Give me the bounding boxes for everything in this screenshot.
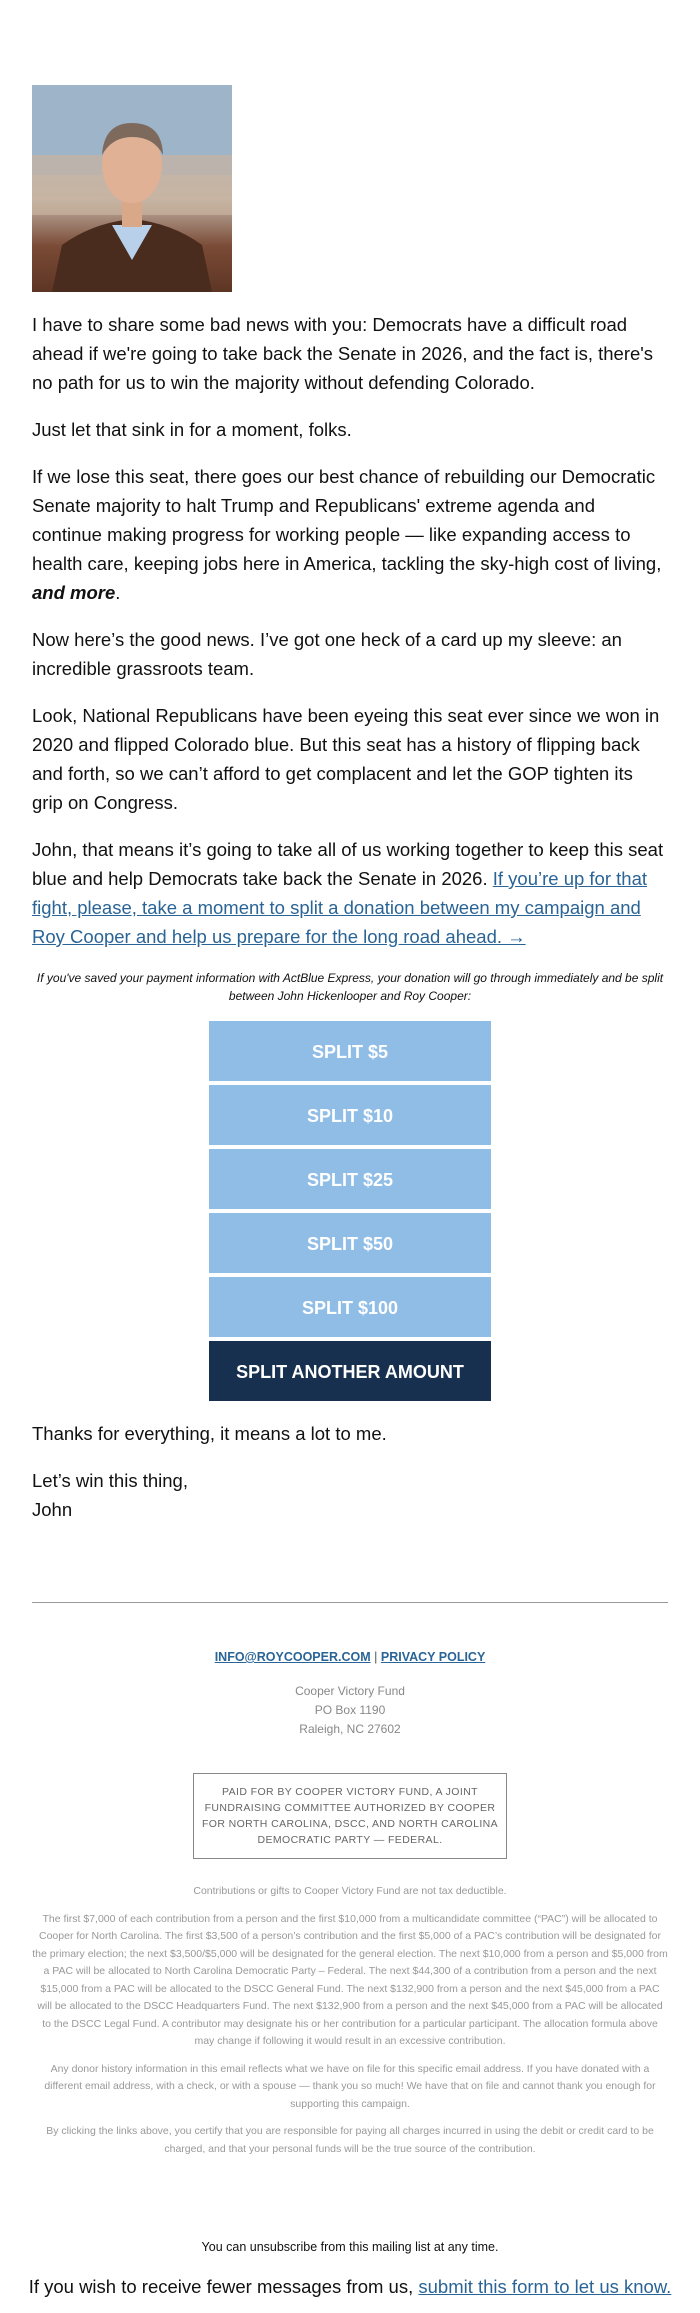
split-100-button[interactable]: SPLIT $100 — [209, 1277, 491, 1337]
privacy-policy-link[interactable]: PRIVACY POLICY — [380, 1650, 486, 1664]
thanks-line: Thanks for everything, it means a lot to me. — [32, 1423, 387, 1444]
split-donation-link[interactable]: If you’re up for that fight, please, take a moment to split a donation between my campaign and Roy Cooper and help us prepare for the long road ahead. → — [32, 868, 648, 947]
address-line: Cooper Victory Fund — [295, 1684, 405, 1698]
paragraph-lose-seat-text: If we lose this seat, there goes our best chance of rebuilding our Democratic Senate majority to halt Trump and Republicans' extreme agenda and continue making progress for working people — like expanding access to health care, keeping jobs here in America, tackling the sky-high cost of living, — [32, 466, 662, 574]
fewer-messages-line — [0, 2276, 700, 2298]
mailing-address — [32, 1682, 668, 1739]
fewer-messages-form-link[interactable]: submit this form to let us know. — [418, 2276, 672, 2297]
split-10-button[interactable]: SPLIT $10 — [209, 1085, 491, 1145]
paragraph-lose-seat — [32, 462, 668, 607]
fewer-messages-text: If you wish to receive fewer messages from us, — [28, 2276, 419, 2297]
email-body — [32, 85, 668, 1524]
split-50-button[interactable]: SPLIT $50 — [209, 1213, 491, 1273]
address-line: Raleigh, NC 27602 — [299, 1722, 401, 1736]
tax-deductible-note: Contributions or gifts to Cooper Victory Fund are not tax deductible. — [193, 1885, 507, 1897]
allocation-disclaimer: The first $7,000 of each contribution from a person and the first $10,000 from a multicandidate committee (“PAC”) will be allocated to Cooper for North Carolina. The first $3,500 of a person’s contribution and the first $5,000 of a PAC’s contribution will be designated for the primary election; the next $3,500/$5,000 will be designated for the general election. The next $10,000 from a person and $5,000 from a PAC will be allocated to North Carolina Democratic Party – Federal. The next $44,300 of a contribution from a person and the next $15,000 from a PAC will be allocated to the DSCC General Fund. The next $132,900 from a person and the next $45,000 from a PAC will be allocated to the DSCC Headquarters Fund. The next $132,900 from a person and the next $45,000 from a PAC will be allocated to the DSCC Legal Fund. A contributor may designate his or her contribution for a particular participant. The allocation formula above may change if following it would result in an excessive contribution. — [32, 1912, 668, 2047]
paragraph-cta-text: John, that means it’s going to take all of us working together to keep this seat blue and help Democrats take back the Senate in 2026. — [32, 839, 664, 889]
actblue-express-note: If you've saved your payment information with ActBlue Express, your donation will go through immediately and be split between John Hickenlooper and Roy Cooper: — [36, 971, 664, 1003]
paragraph-good-news: Now here’s the good news. I’ve got one heck of a card up my sleeve: an incredible grassroots team. — [32, 629, 622, 679]
paragraph-sink-in: Just let that sink in for a moment, folks. — [32, 419, 352, 440]
split-25-button[interactable]: SPLIT $25 — [209, 1149, 491, 1209]
and-more-emphasis: and more — [32, 582, 116, 603]
footer — [32, 1650, 668, 2168]
email-link[interactable]: INFO@ROYCOOPER.COM — [214, 1650, 371, 1664]
footer-divider — [32, 1602, 668, 1603]
paragraph-bad-news: I have to share some bad news with you: Democrats have a difficult road ahead if we're going to take back the Senate in 2026, and the fact is, there's no path for us to win the majority without defending Colorado. — [32, 314, 654, 393]
donation-buttons — [209, 1021, 491, 1401]
paid-for-disclaimer: PAID FOR BY COOPER VICTORY FUND, A JOINT FUNDRAISING COMMITTEE AUTHORIZED BY COOPER FOR NORTH CAROLINA, DSCC, AND NORTH CAROLINA DEMOCRATIC PARTY — FEDERAL. — [193, 1773, 507, 1859]
donor-history-note: Any donor history information in this email reflects what we have on file for this specific email address. If you have donated with a different email address, with a check, or with a spouse — thank you so much! We have that on file and cannot thank you enough for supporting this campaign. — [44, 2062, 656, 2110]
unsubscribe-note: You can unsubscribe from this mailing list at any time. — [201, 2240, 499, 2254]
footer-links — [32, 1650, 668, 1664]
person-portrait-icon — [32, 85, 232, 292]
link-separator: | — [374, 1650, 378, 1664]
paragraph-call-to-action — [32, 835, 668, 951]
signoff-line: Let’s win this thing, — [32, 1470, 188, 1491]
paragraph-lose-seat-end: . — [115, 582, 121, 603]
split-another-amount-button[interactable]: SPLIT ANOTHER AMOUNT — [209, 1341, 491, 1401]
certify-note: By clicking the links above, you certify that you are responsible for paying all charges incurred in using the debit or credit card to be charged, and that your personal funds will be the true source of the contribution. — [46, 2125, 654, 2155]
address-line: PO Box 1190 — [314, 1703, 386, 1717]
paragraph-republicans: Look, National Republicans have been eyeing this seat ever since we won in 2020 and flipped Colorado blue. But this seat has a history of flipping back and forth, so we can’t afford to get complacent and let the GOP tighten its grip on Congress. — [32, 705, 660, 813]
signature-name: John — [32, 1499, 73, 1520]
split-5-button[interactable]: SPLIT $5 — [209, 1021, 491, 1081]
candidate-photo — [32, 85, 232, 292]
